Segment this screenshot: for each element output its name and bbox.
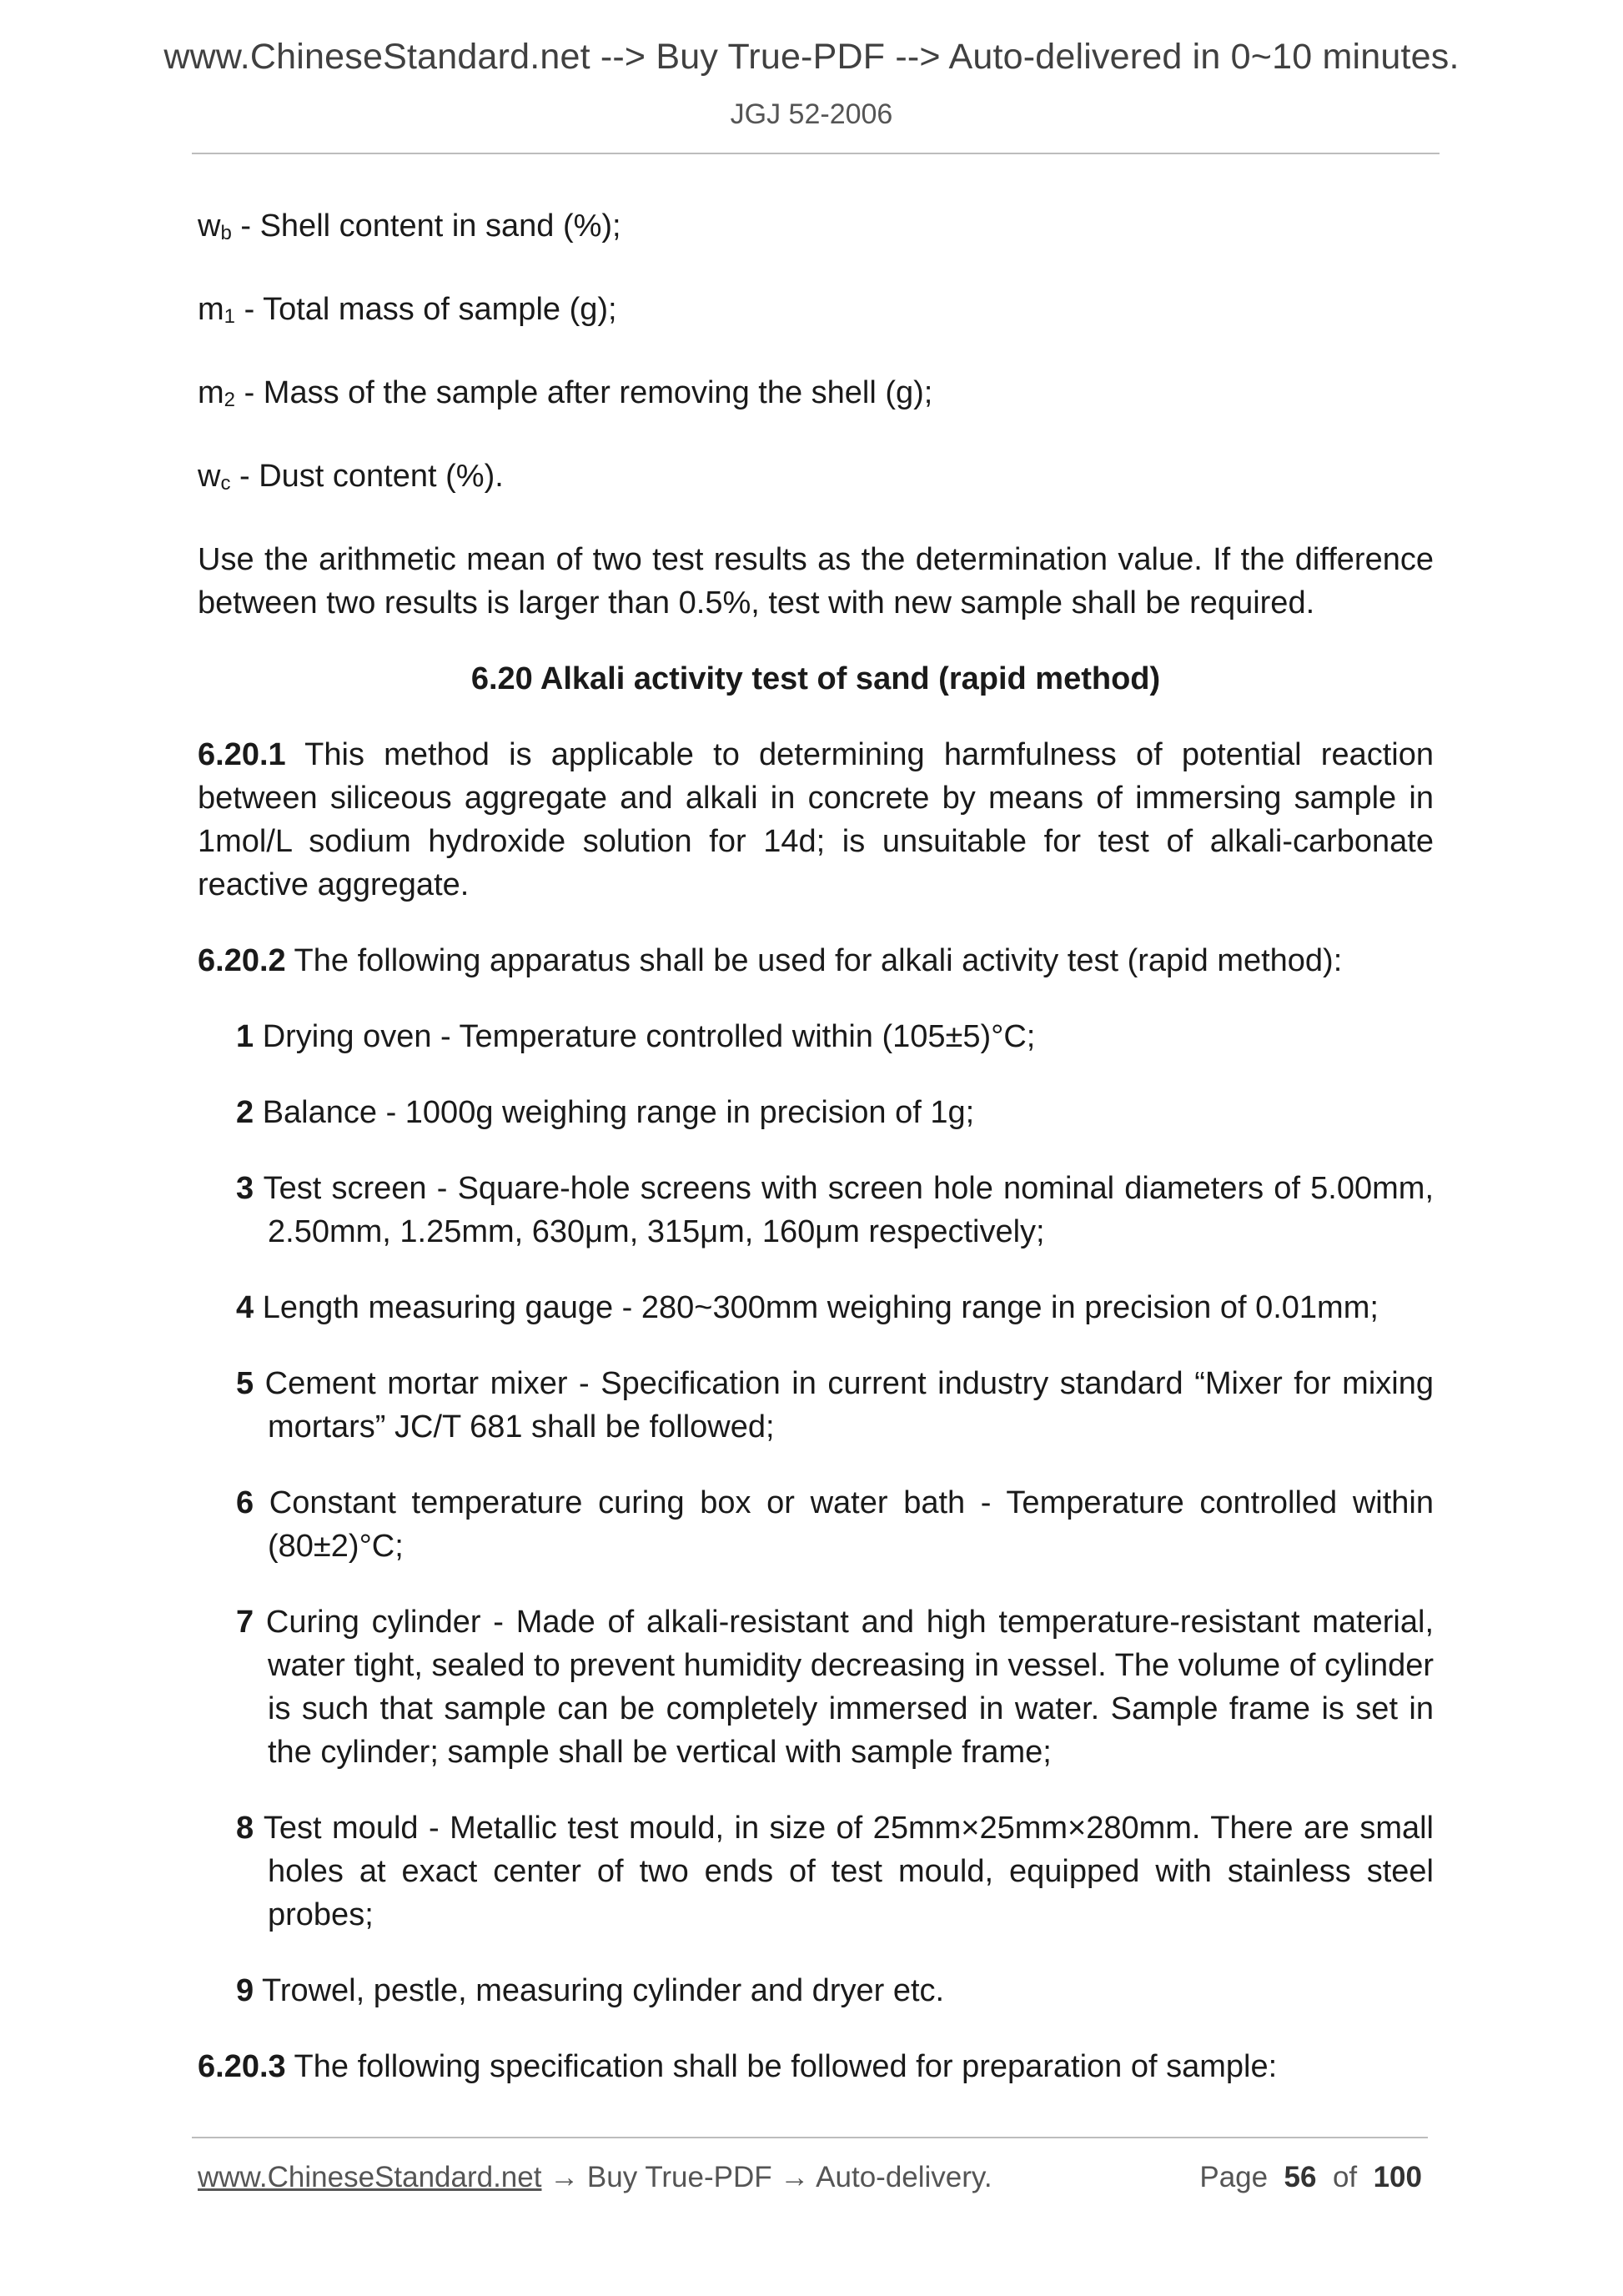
footer-divider [192,2137,1428,2138]
page-footer [198,2161,1434,2203]
variable-definition: $m_2$ - Mass of the sample after removing the shell (g); [198,375,933,411]
apparatus-item: 1 Drying oven - Temperature controlled within (105±5)°C; [236,1019,1036,1054]
footer-tagline: → Buy True-PDF → Auto-delivery. [541,2161,992,2193]
standard-code: JGJ 52-2006 [730,98,893,130]
apparatus-item: 4 Length measuring gauge - 280~300mm weighing range in precision of 0.01mm; [236,1290,1379,1325]
apparatus-item: 5 Cement mortar mixer - Specification in current industry standard “Mixer for mixing mortars” JC/T 681 shall be followed; [236,1366,1434,1444]
site-banner: www.ChineseStandard.net --> Buy True-PDF --> Auto-delivered in 0~10 minutes. [163,37,1460,77]
variable-definition: $w_b$ - Shell content in sand (%); [198,208,621,244]
apparatus-item: 3 Test screen - Square-hole screens with screen hole nominal diameters of 5.00mm, 2.50mm, 1.25mm, 630μm, 315μm, 160μm respectively; [236,1171,1434,1249]
apparatus-item: 8 Test mould - Metallic test mould, in size of 25mm×25mm×280mm. There are small holes at exact center of two ends of test mould, equipped with stainless steel probes; [236,1811,1434,1932]
clause-6-20-2: 6.20.2 The following apparatus shall be used for alkali activity test (rapid method): [198,943,1343,978]
clause-6-20-1: 6.20.1 This method is applicable to determining harmfulness of potential reaction between siliceous aggregate and alkali in concrete by means of immersing sample in 1mol/L sodium hydroxide solution for 14d; is unsuitable for test of alkali-carbonate reactive aggregate. [198,737,1434,902]
footer-link[interactable]: www.ChineseStandard.net [198,2161,542,2193]
paragraph-arithmetic-mean: Use the arithmetic mean of two test results as the determination value. If the difference between two results is larger than 0.5%, test with new sample shall be required. [198,542,1434,620]
variable-definition: $w_c$ - Dust content (%). [198,459,504,495]
apparatus-item: 6 Constant temperature curing box or water bath - Temperature controlled within (80±2)°C; [236,1485,1434,1564]
apparatus-item: 2 Balance - 1000g weighing range in precision of 1g; [236,1095,975,1130]
apparatus-item: 9 Trowel, pestle, measuring cylinder and dryer etc. [236,1973,945,2008]
page-total: 100 [1373,2161,1422,2193]
clause-6-20-3: 6.20.3 The following specification shall be followed for preparation of sample: [198,2049,1278,2084]
header-divider [192,153,1440,154]
section-heading: 6.20 Alkali activity test of sand (rapid method) [470,661,1161,696]
variable-definition: $m_1$ - Total mass of sample (g); [198,292,617,328]
apparatus-item: 7 Curing cylinder - Made of alkali-resistant and high temperature-resistant material, water tight, sealed to prevent humidity decreasing in vessel. The volume of cylinder is such that sample can be completely immersed in water. Sample frame is set in the cylinder; sample shall be vertical with sample frame; [236,1605,1434,1770]
document-body [198,204,1434,2121]
page-indicator: Page 56 of 100 [1199,2161,1422,2193]
page-number: 56 [1284,2161,1317,2193]
